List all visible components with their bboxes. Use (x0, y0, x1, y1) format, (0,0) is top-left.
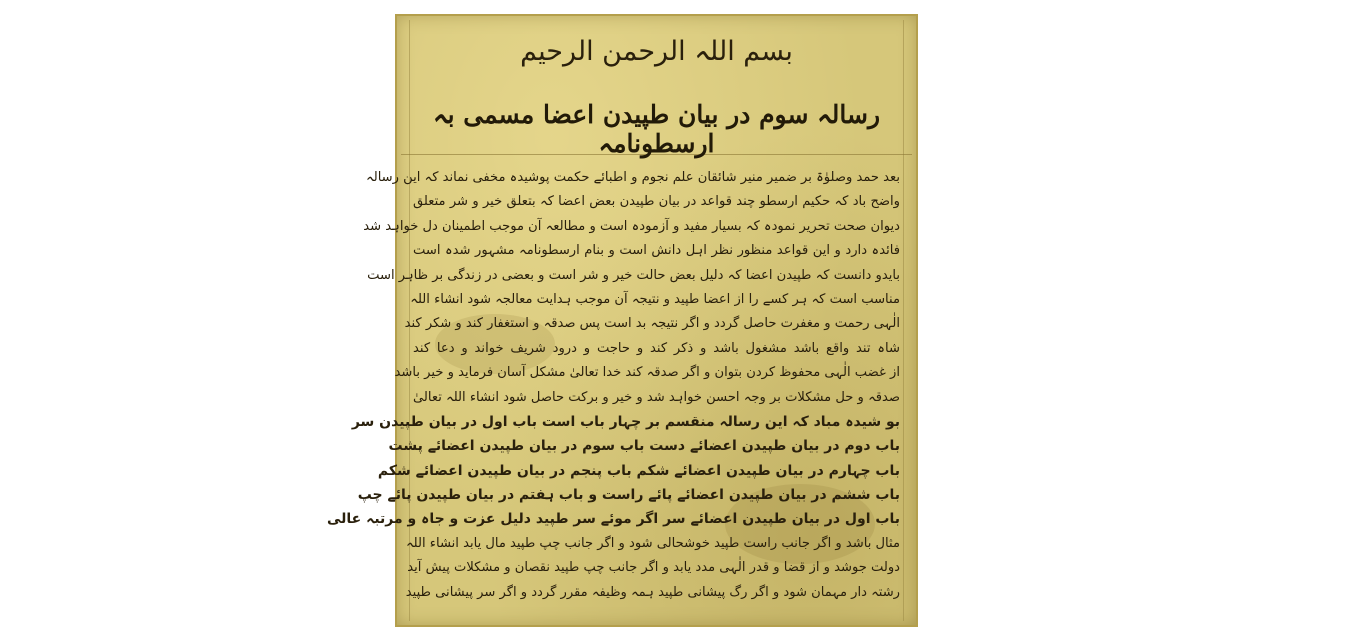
text-line: رشتہ دار مہمان شود و اگر رگ پیشانی طپید ہمہ وظیفہ مقرر گردد و اگر سر پیشانی طپید (405, 584, 900, 600)
text-line: بو شیدہ مباد کہ این رسالہ منقسم بر چہار باب است باب اول در بیان طپیدن سر (351, 413, 900, 430)
text-line: باب دوم در بیان طپیدن اعضائے دست باب سوم در بیان طپیدن اعضائے پشت (388, 438, 900, 455)
text-line: بایدو دانست کہ طپیدن اعضا کہ دلیل بعض حالت خیر و شر است و بعضی در زندگی بر ظاہر است (367, 267, 900, 283)
text-line: شاہ تند واقع باشد مشغول باشد و ذکر کند و حاجت و درود شریف خواند و دعا کند (413, 340, 900, 356)
document-page (327, 14, 918, 627)
text-line: صدقہ و حل مشکلات بر وجہ احسن خواہد شد و خیر و برکت حاصل شود انشاء اللہ تعالیٰ (413, 389, 900, 405)
body-text (327, 166, 900, 606)
text-line: مثال باشد و اگر جانب راست طپید خوشحالی شود و اگر جانب چپ طپید مال یابد انشاء اللہ (406, 535, 900, 551)
text-line: واضح باد کہ حکیم ارسطو چند قواعد در بیان طپیدن بعض اعضا کہ بتعلق خیر و شر متعلق (413, 194, 900, 210)
text-line: فائدہ دارد و این قواعد منظور نظر اہل دانش است و بنام ارسطونامہ مشہور شدہ است (413, 243, 900, 259)
document-title: رسالہ سوم در بیان طپیدن اعضا مسمی بہ ارسطونامہ (432, 100, 881, 158)
text-line: باب ششم در بیان طپیدن اعضائے پائے راست و باب ہفتم در بیان طپیدن پائے چپ (357, 487, 900, 504)
text-line: باب اول در بیان طپیدن اعضائے سر اگر موئے سر طپید دلیل عزت و جاہ و مرتبہ عالی (327, 511, 900, 528)
text-line: باب چہارم در بیان طپیدن اعضائے شکم باب پنجم در بیان طپیدن اعضائے شکم (377, 462, 900, 479)
bismillah-heading: بسم اللہ الرحمن الرحیم (520, 36, 793, 67)
text-line: الٰہی رحمت و مغفرت حاصل گردد و اگر نتیجہ بد است پس صدقہ و استغفار کند و شکر کند (404, 316, 900, 332)
text-line: بعد حمد وصلوٰۃ بر ضمیر منیر شائقان علم نجوم و اطبائے حکمت پوشیدہ مخفی نماند کہ این رسالہ (366, 170, 900, 185)
text-line: از غضب الٰہی محفوظ کردن بتوان و اگر صدقہ کند خدا تعالیٰ مشکل آسان فرماید و خیر باشد (394, 365, 900, 381)
text-line: مناسب است کہ ہر کسے را از اعضا طپید و نتیجہ آن موجب ہدایت معالجہ شود انشاء اللہ (410, 291, 900, 307)
text-line: دولت جوشد و از قضا و قدر الٰہی مدد یابد و اگر جانب چپ طپید نقصان و مشکلات پیش آید (407, 560, 900, 576)
text-line: دیوان صحت تحریر نمودہ کہ بسیار مفید و آزمودہ است و مطالعہ آن موجب اطمینان دل خواہد شد (363, 218, 900, 234)
